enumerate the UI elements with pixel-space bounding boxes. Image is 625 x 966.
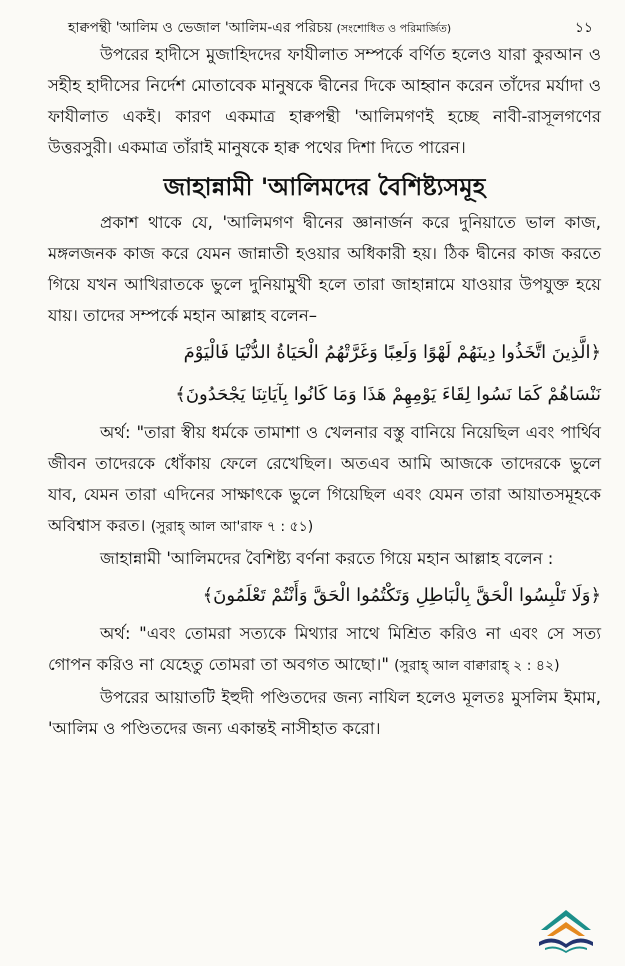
translation-2-text: অর্থ: "এবং তোমরা সত্যকে মিথ্যার সাথে মিশ্রিত করিও না এবং সে সত্য গোপন করিও না যেহেতু তোমরা তা অবগত আছো।" [48, 624, 601, 674]
reference-2: (সুরাহ্ আল বাক্বারাহ্ ২ : ৪২) [394, 658, 560, 674]
ayah-2: ﴿وَلَا تَلْبِسُوا الْحَقَّ بِالْبَاطِلِ وَتَكْتُمُوا الْحَقَّ وَأَنْتُمْ تَعْلَمُونَ﴾ [202, 585, 601, 606]
header-title-sub: (সংশোধিত ও পরিমার্জিত) [336, 22, 452, 35]
publisher-logo-icon [535, 904, 597, 954]
running-header [48, 18, 601, 39]
paragraph-3: জাহান্নামী 'আলিমদের বৈশিষ্ট্য বর্ণনা করতে গিয়ে মহান আল্লাহ বলেন : [100, 549, 554, 568]
reference-1: (সুরাহ্ আল আ'রাফ ৭ : ৫১) [150, 519, 314, 535]
translation-2 [48, 618, 601, 682]
logo-navy-book [539, 938, 593, 948]
header-title [68, 18, 451, 39]
ayah-1-line-2: نَنْسَاهُمْ كَمَا نَسُوا لِقَاءَ يَوْمِهِمْ هَذَا وَمَا كَانُوا بِآيَاتِنَا يَجْحَدُونَ﴾ [175, 384, 601, 405]
book-page [48, 18, 601, 966]
paragraph-2: প্রকাশ থাকে যে, 'আলিমগণ দ্বীনের জ্ঞানার্জন করে দুনিয়াতে ভাল কাজ, মঙ্গলজনক কাজ করে যেমন জান্নাতী হওয়ার অধিকারী হয়। ঠিক দ্বীনের কাজ করতে গিয়ে যখন আখিরাতকে ভুলে দুনিয়ামুখী হলে তারা জাহান্নামে যাওয়ার উপযুক্ত হয়ে যায়। তাদের সম্পর্কে মহান আল্লাহ বলেন– [48, 213, 601, 325]
translation-1-text: অর্থ: "তারা স্বীয় ধর্মকে তামাশা ও খেলনার বস্তু বানিয়ে নিয়েছিল এবং পার্থিব জীবন তাদেরকে ধোঁকায় ফেলে রেখেছিল। অতএব আমি আজকে তাদেরকে ভুলে যাব, যেমন তারা এদিনের সাক্ষাৎকে ভুলে গিয়েছিল এবং যেমন তারা আয়াতসমূহকে অবিশ্বাস করত। [48, 423, 601, 535]
section-heading: জাহান্নামী 'আলিমদের বৈশিষ্ট্যসমূহ [163, 173, 486, 201]
intro-paragraph: উপরের হাদীসে মুজাহিদদের ফাযীলাত সম্পর্কে বর্ণিত হলেও যারা কুরআন ও সহীহ হাদীসের নির্দেশ মোতাবেক মানুষকে দ্বীনের দিকে আহ্বান করেন তাঁদের মর্যাদা ও ফাযীলাত একই। কারণ একমাত্র হাক্বপন্থী 'আলিমগণই হচ্ছে নাবী-রাসূলগণের উত্তরসুরী। একমাত্র তাঁরাই মানুষকে হাক্ব পথের দিশা দিতে পারেন। [48, 45, 601, 157]
translation-1 [48, 417, 601, 543]
paragraph-4: উপরের আয়াতটি ইহুদী পণ্ডিতদের জন্য নাযিল হলেও মূলতঃ মুসলিম ইমাম, 'আলিম ও পণ্ডিতদের জন্য একান্তই নাসীহাত করো। [48, 688, 601, 738]
page-number: ১১ [574, 20, 593, 36]
ayah-1-line-1: ﴿الَّذِينَ اتَّخَذُوا دِينَهُمْ لَهْوًا وَلَعِبًا وَغَرَّتْهُمُ الْحَيَاةُ الدُّنْيَا فَالْيَوْمَ [183, 342, 601, 363]
header-title-main: হাক্বপন্থী 'আলিম ও ভেজাল 'আলিম-এর পরিচয় [68, 20, 333, 36]
